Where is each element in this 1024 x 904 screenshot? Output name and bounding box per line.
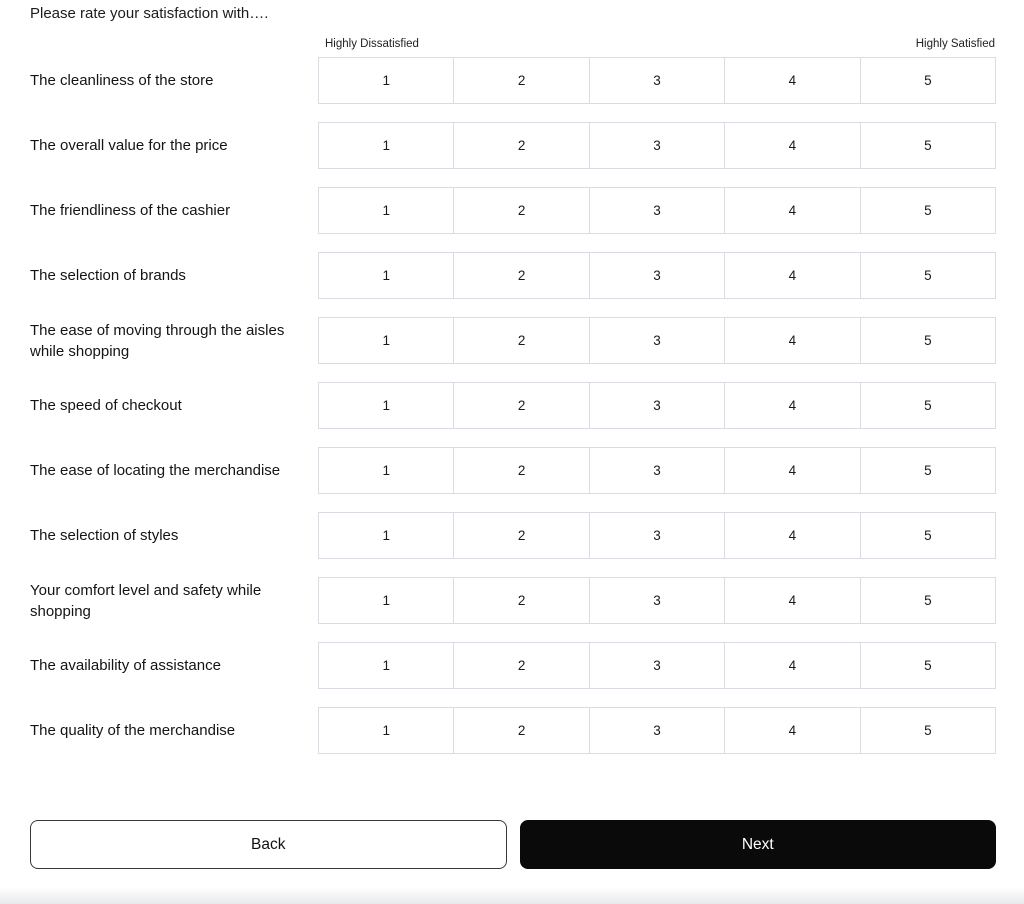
question-label: The friendliness of the cashier [30,202,231,219]
rating-cell-2[interactable]: 2 [453,122,589,169]
rating-cell-3[interactable]: 3 [589,122,725,169]
question-row [30,447,996,494]
rating-cell-5[interactable]: 5 [860,57,996,104]
scale-header-spacer [30,38,318,57]
question-label: The availability of assistance [30,657,221,674]
question-row [30,512,996,559]
rating-cell-1[interactable]: 1 [318,577,454,624]
rating-cell-5[interactable]: 5 [860,642,996,689]
rating-cell-5[interactable]: 5 [860,187,996,234]
rating-cell-4[interactable]: 4 [724,512,860,559]
rating-cell-1[interactable]: 1 [318,707,454,754]
question-row [30,187,996,234]
scale-header-labels [318,38,996,57]
rating-cell-4[interactable]: 4 [724,577,860,624]
rating-cell-1[interactable]: 1 [318,447,454,494]
question-row [30,382,996,429]
rating-cell-3[interactable]: 3 [589,57,725,104]
rating-cell-1[interactable]: 1 [318,187,454,234]
scale-header [30,38,996,57]
rating-scale [318,187,996,234]
scale-max-label: Highly Satisfied [915,38,995,50]
rating-scale [318,512,996,559]
rating-cell-3[interactable]: 3 [589,317,725,364]
rating-cell-4[interactable]: 4 [724,317,860,364]
rating-cell-5[interactable]: 5 [860,122,996,169]
question-label: The selection of brands [30,267,186,284]
rating-cell-2[interactable]: 2 [453,707,589,754]
rating-scale [318,122,996,169]
rating-cell-4[interactable]: 4 [724,707,860,754]
question-row [30,707,996,754]
rating-cell-4[interactable]: 4 [724,57,860,104]
question-row [30,122,996,169]
rating-cell-3[interactable]: 3 [589,577,725,624]
rating-cell-5[interactable]: 5 [860,252,996,299]
rating-cell-3[interactable]: 3 [589,252,725,299]
rating-cell-2[interactable]: 2 [453,252,589,299]
rating-cell-4[interactable]: 4 [724,252,860,299]
question-row [30,642,996,689]
rating-cell-5[interactable]: 5 [860,447,996,494]
nav-buttons [30,820,996,869]
rating-cell-2[interactable]: 2 [453,642,589,689]
question-row [30,577,996,624]
rating-cell-1[interactable]: 1 [318,122,454,169]
question-label: The speed of checkout [30,397,182,414]
question-label: The overall value for the price [30,137,228,154]
rating-cell-4[interactable]: 4 [724,382,860,429]
rating-cell-1[interactable]: 1 [318,512,454,559]
rating-cell-3[interactable]: 3 [589,707,725,754]
rating-cell-5[interactable]: 5 [860,512,996,559]
rating-scale [318,57,996,104]
question-label: The quality of the merchandise [30,722,236,739]
rating-cell-1[interactable]: 1 [318,642,454,689]
rating-cell-3[interactable]: 3 [589,642,725,689]
rating-cell-2[interactable]: 2 [453,317,589,364]
question-rows [30,57,996,754]
rating-scale [318,577,996,624]
question-label: The ease of locating the merchandise [30,462,281,479]
rating-cell-5[interactable]: 5 [860,382,996,429]
rating-cell-5[interactable]: 5 [860,317,996,364]
question-label: The selection of styles [30,527,179,544]
page-title: Please rate your satisfaction with…. [30,5,269,22]
rating-scale [318,382,996,429]
rating-cell-2[interactable]: 2 [453,512,589,559]
rating-cell-1[interactable]: 1 [318,252,454,299]
rating-cell-4[interactable]: 4 [724,447,860,494]
question-row [30,252,996,299]
rating-cell-2[interactable]: 2 [453,447,589,494]
back-button[interactable]: Back [30,820,507,869]
rating-cell-5[interactable]: 5 [860,707,996,754]
rating-cell-5[interactable]: 5 [860,577,996,624]
rating-cell-2[interactable]: 2 [453,382,589,429]
rating-cell-1[interactable]: 1 [318,57,454,104]
question-row [30,57,996,104]
rating-scale [318,317,996,364]
rating-scale [318,447,996,494]
rating-cell-4[interactable]: 4 [724,187,860,234]
rating-cell-1[interactable]: 1 [318,317,454,364]
rating-cell-2[interactable]: 2 [453,187,589,234]
rating-cell-4[interactable]: 4 [724,642,860,689]
rating-matrix [30,38,996,754]
question-row [30,317,996,364]
question-label: The ease of moving through the aisles while shopping [30,321,285,360]
question-label: Your comfort level and safety while shopping [30,581,262,620]
question-label: The cleanliness of the store [30,72,214,89]
rating-cell-3[interactable]: 3 [589,187,725,234]
rating-cell-2[interactable]: 2 [453,57,589,104]
rating-cell-3[interactable]: 3 [589,447,725,494]
rating-scale [318,642,996,689]
next-button[interactable]: Next [520,820,997,869]
rating-scale [318,707,996,754]
rating-cell-1[interactable]: 1 [318,382,454,429]
rating-cell-2[interactable]: 2 [453,577,589,624]
rating-cell-4[interactable]: 4 [724,122,860,169]
rating-cell-3[interactable]: 3 [589,512,725,559]
scale-min-label: Highly Dissatisfied [325,38,419,50]
rating-cell-3[interactable]: 3 [589,382,725,429]
rating-scale [318,252,996,299]
